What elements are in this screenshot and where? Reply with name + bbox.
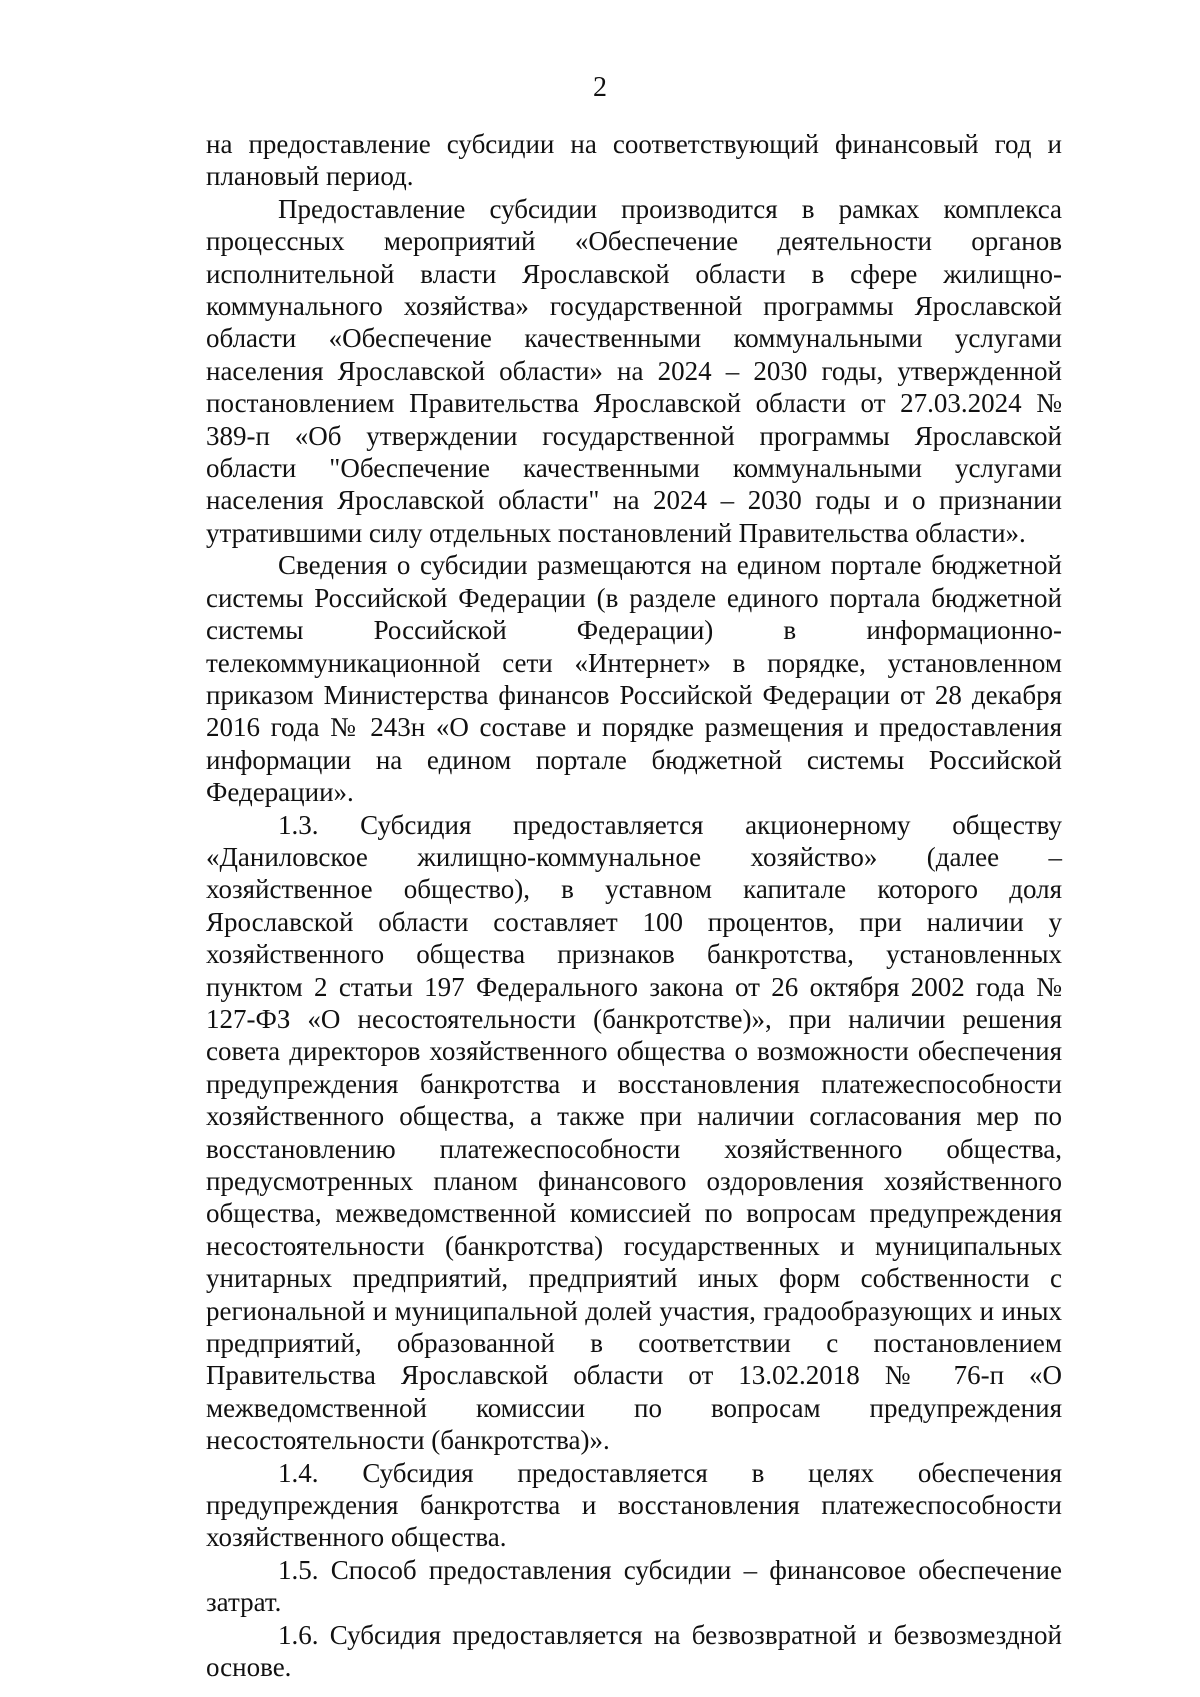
paragraph-subsidy-program: Предоставление субсидии производится в рамках комплекса процессных мероприятий «Обеспечение деятельности органов исполнительной власти Ярославской области в сфере жилищно-коммунального хозяйства» государственной программы Ярославской области «Обеспечение качественными коммунальными услугами населения Ярославской области» на 2024 – 2030 годы, утвержденной постановлением Правительства Ярославской области от 27.03.2024 № 389-п «Об утверждении государственной программы Ярославской области "Обеспечение качественными коммунальными услугами населения Ярославской области" на 2024 – 2030 годы и о признании утратившими силу отдельных постановлений Правительства области». bbox=[206, 193, 1062, 548]
paragraph-1-5-method: 1.5. Способ предоставления субсидии – финансовое обеспечение затрат. bbox=[206, 1554, 1062, 1618]
paragraph-1-3-recipient: 1.3. Субсидия предоставляется акционерному обществу «Даниловское жилищно-коммунальное хозяйство» (далее – хозяйственное общество), в уставном капитале которого доля Ярославской области составляет 100 процентов, при наличии у хозяйственного общества признаков банкротства, установленных пунктом 2 статьи 197 Федерального закона от 26 октября 2002 года № 127-ФЗ «О несостоятельности (банкротстве)», при наличии решения совета директоров хозяйственного общества о возможности обеспечения предупреждения банкротства и восстановления платежеспособности хозяйственного общества, а также при наличии согласования мер по восстановлению платежеспособности хозяйственного общества, предусмотренных планом финансового оздоровления хозяйственного общества, межведомственной комиссией по вопросам предупреждения несостоятельности (банкротства) государственных и муниципальных унитарных предприятий, предприятий иных форм собственности с региональной и муниципальной долей участия, градообразующих и иных предприятий, образованной в соответствии с постановлением Правительства Ярославской области от 13.02.2018 № 76-п «О межведомственной комиссии по вопросам предупреждения несостоятельности (банкротства)». bbox=[206, 809, 1062, 1456]
paragraph-1-6-basis: 1.6. Субсидия предоставляется на безвозвратной и безвозмездной основе. bbox=[206, 1619, 1062, 1683]
paragraph-continuation: на предоставление субсидии на соответствующий финансовый год и плановый период. bbox=[206, 129, 1062, 192]
paragraph-subsidy-info-portal: Сведения о субсидии размещаются на едином портале бюджетной системы Российской Федерации (в разделе единого портала бюджетной системы Российской Федерации) в информационно-телекоммуникационной сети «Интернет» в порядке, установленном приказом Министерства финансов Российской Федерации от 28 декабря 2016 года № 243н «О составе и порядке размещения и предоставления информации на едином портале бюджетной системы Российской Федерации». bbox=[206, 550, 1062, 808]
document-body bbox=[206, 128, 1062, 1684]
paragraph-1-4-purpose: 1.4. Субсидия предоставляется в целях обеспечения предупреждения банкротства и восстановления платежеспособности хозяйственного общества. bbox=[206, 1457, 1062, 1553]
page-number: 2 bbox=[593, 72, 607, 103]
